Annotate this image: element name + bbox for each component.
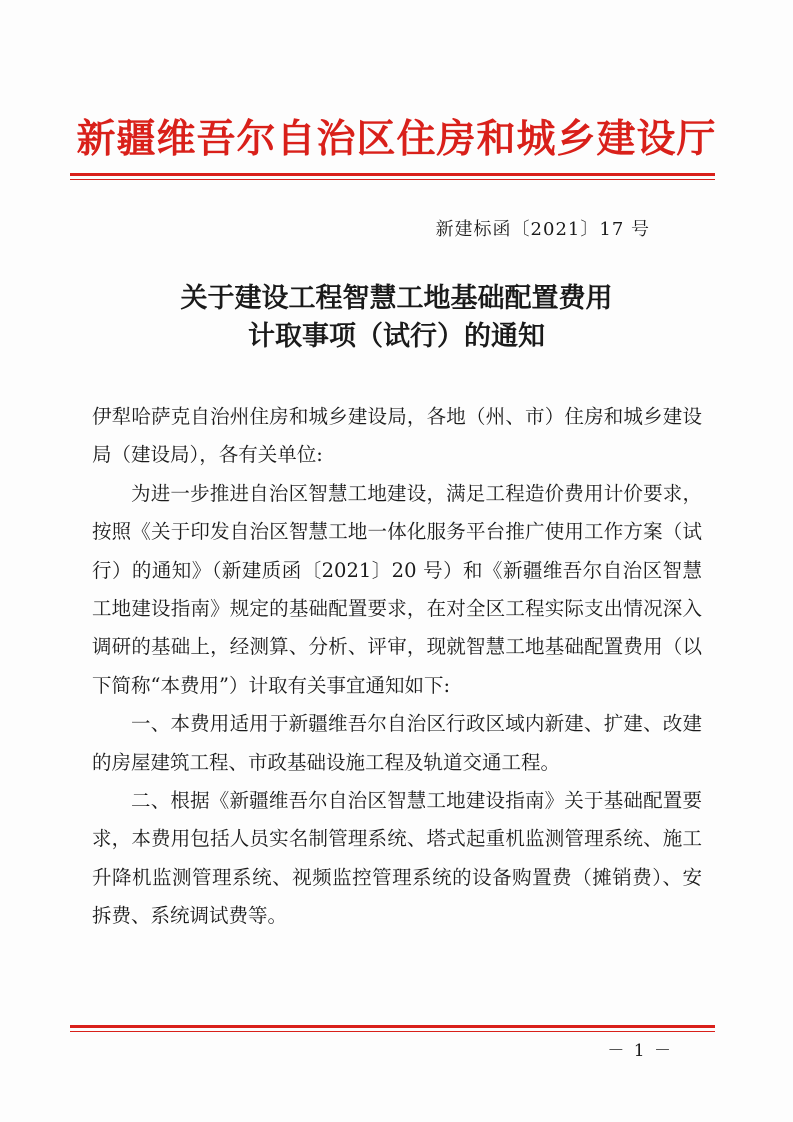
document-number: 新建标函〔2021〕17 号 [435, 219, 650, 240]
body-paragraph-intro: 为进一步推进自治区智慧工地建设，满足工程造价费用计价要求，按照《关于印发自治区智慧工地一体化服务平台推广使用工作方案（试行）的通知》（新建质函〔2021〕20 号）和《新疆维吾尔自治区智慧工地建设指南》规定的基础配置要求，在对全区工程实际支出情况深入调研的基础上，经测算、分析、评审，现就智慧工地基础配置费用（以下简称“本费用”）计取有关事宜通知如下: [92, 481, 702, 697]
recipients-paragraph: 伊犁哈萨克自治州住房和城乡建设局，各地（州、市）住房和城乡建设局（建设局），各有关单位: [92, 405, 702, 467]
issuing-authority-title: 新疆维吾尔自治区住房和城乡建设厅 [76, 117, 717, 162]
header-red-rule-thin [70, 179, 715, 180]
page-number: － 1 － [607, 1041, 673, 1061]
footer-red-rule-thin [70, 1031, 715, 1032]
document-title-line-2: 计取事项（试行）的通知 [248, 321, 545, 352]
body-paragraph-content: 二、根据《新疆维吾尔自治区智慧工地建设指南》关于基础配置要求，本费用包括人员实名制管理系统、塔式起重机监测管理系统、施工升降机监测管理系统、视频监控管理系统的设备购置费（摊销费）、安拆费、系统调试费等。 [92, 789, 702, 928]
document-title [0, 280, 793, 356]
body-paragraph-scope: 一、本费用适用于新疆维吾尔自治区行政区域内新建、扩建、改建的房屋建筑工程、市政基础设施工程及轨道交通工程。 [92, 712, 702, 774]
footer-red-rule [70, 1025, 715, 1028]
document-title-line-1: 关于建设工程智慧工地基础配置费用 [180, 283, 613, 314]
document-body [92, 398, 702, 936]
header-red-rule [70, 173, 715, 176]
